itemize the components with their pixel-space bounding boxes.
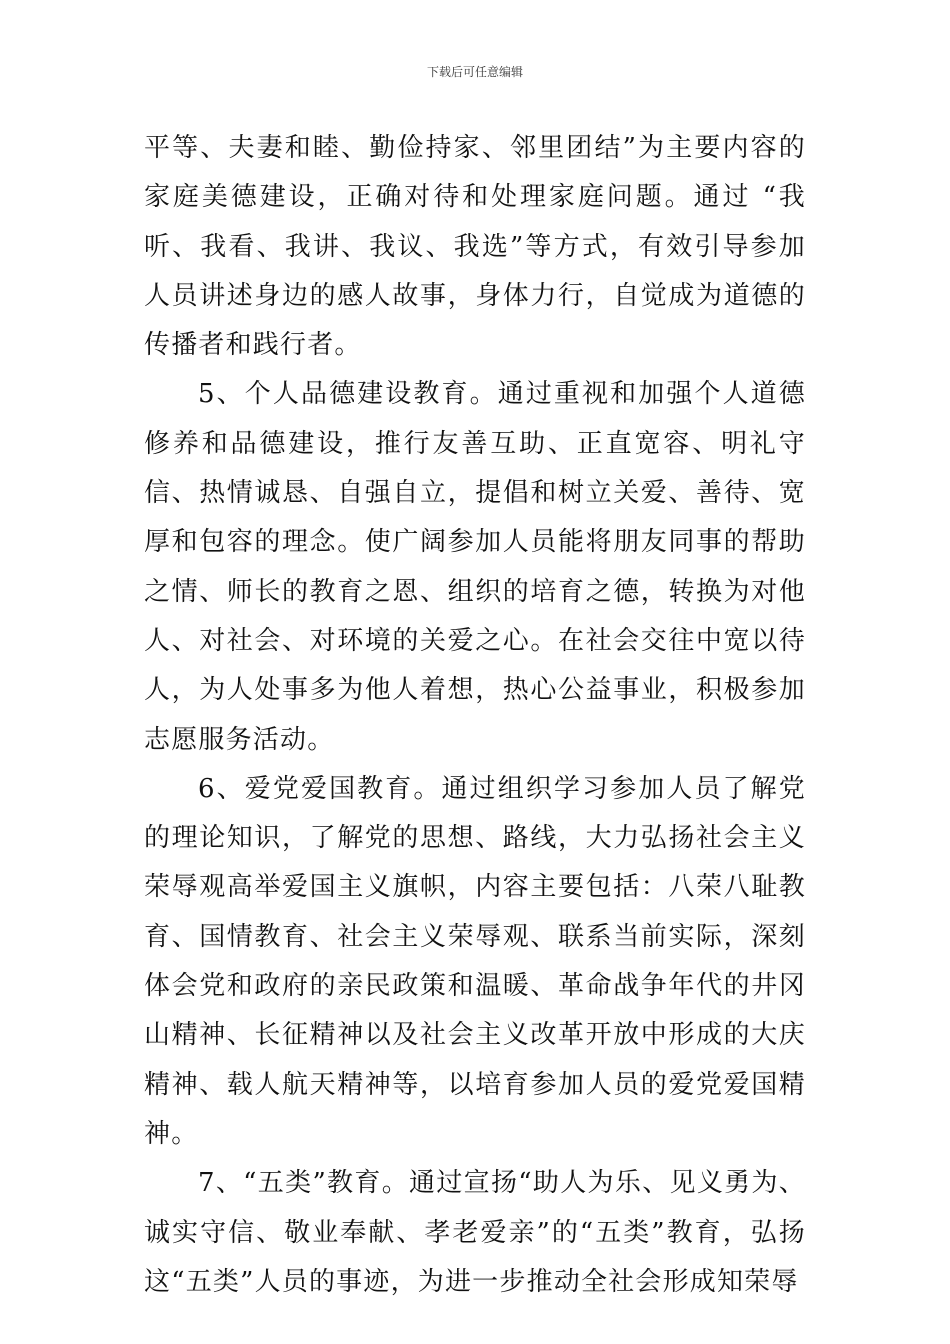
paragraph-family-virtue-continued: 平等、夫妻和睦、勤俭持家、邻里团结”为主要内容的家庭美德建设，正确对待和处理家庭问题。通过 “我听、我看、我讲、我议、我选”等方式，有效引导参加人员讲述身边的感人故事，身体力行，自觉成为道德的传播者和践行者。 [144, 133, 806, 361]
paragraph-five-categories: 7、“五类”教育。通过宣扬“助人为乐、见义勇为、诚实守信、敬业奉献、孝老爱亲”的“五类”教育，弘扬这“五类”人员的事迹，为进一步推动全社会形成知荣辱 [144, 1168, 806, 1297]
paragraph-patriotism: 6、爱党爱国教育。通过组织学习参加人员了解党的理论知识，了解党的思想、路线，大力弘扬社会主义荣辱观高举爱国主义旗帜，内容主要包括：八荣八耻教育、国情教育、社会主义荣辱观、联系当前实际，深刻体会党和政府的亲民政策和温暖、革命战争年代的井冈山精神、长征精神以及社会主义改革开放中形成的大庆精神、载人航天精神等，以培育参加人员的爱党爱国精神。 [144, 773, 806, 1149]
paragraph-personal-morality: 5、个人品德建设教育。通过重视和加强个人道德修养和品德建设，推行友善互助、正直宽容、明礼守信、热情诚恳、自强自立，提倡和树立关爱、善待、宽厚和包容的理念。使广阔参加人员能将朋友同事的帮助之情、师长的教育之恩、组织的培育之德，转换为对他人、对社会、对环境的关爱之心。在社会交往中宽以待人，为人处事多为他人着想，热心公益事业，积极参加志愿服务活动。 [144, 379, 806, 755]
page-header: 下载后可任意编辑 [426, 65, 523, 79]
document-body [144, 124, 806, 1307]
